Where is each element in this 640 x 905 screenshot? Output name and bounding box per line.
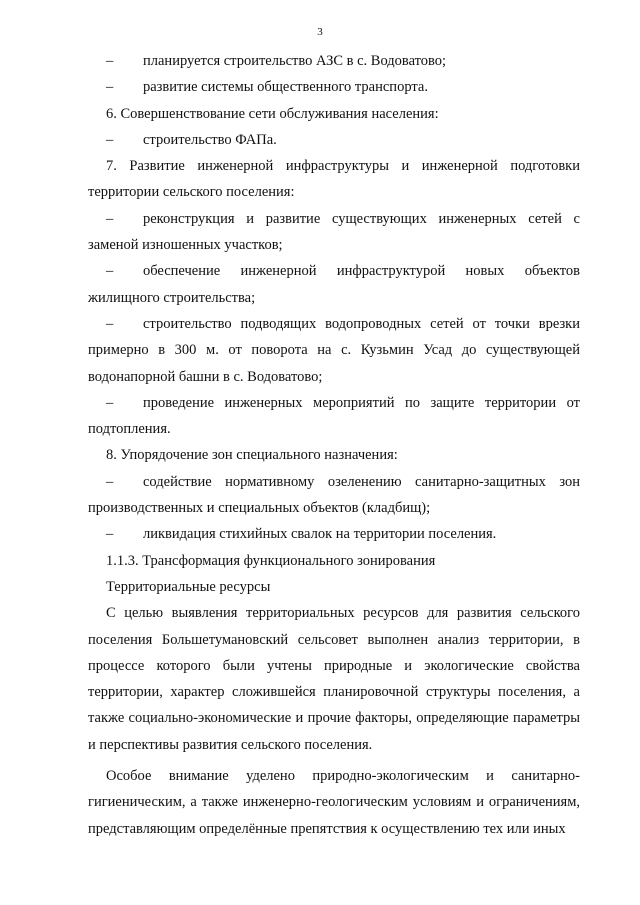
dash-marker: –: [106, 526, 114, 543]
section-heading: 7. Развитие инженерной инфраструктуры и инженерной подготовки территории сельского поселения:: [88, 158, 580, 201]
list-item: [88, 311, 580, 390]
list-item-text: развитие системы общественного транспорта.: [143, 79, 428, 96]
dash-marker: –: [106, 263, 114, 280]
section-heading: 6. Совершенствование сети обслуживания населения:: [106, 105, 439, 122]
list-item: [88, 258, 580, 311]
list-item-text: реконструкция и развитие существующих инженерных сетей с заменой изношенных участков;: [88, 210, 580, 254]
body-paragraph: С целью выявления территориальных ресурсов для развития сельского поселения Большетумановский сельсовет выполнен анализ территории, в процессе которого были учтены природные и экологические свойства территории, характер сложившейся планировочной структуры поселения, а также социально-экономические и прочие факторы, определяющие параметры и перспективы развития сельского поселения.: [88, 605, 580, 753]
list-item-text: строительство ФАПа.: [143, 131, 277, 148]
list-item-text: ликвидация стихийных свалок на территории поселения.: [143, 526, 497, 543]
list-item: [88, 74, 580, 100]
dash-marker: –: [106, 210, 114, 227]
list-item: [88, 469, 580, 522]
list-item: [88, 521, 580, 547]
list-item: [88, 127, 580, 153]
dash-marker: –: [106, 473, 114, 490]
body-paragraph: Особое внимание уделено природно-экологическим и санитарно-гигиеническим, а также инженерно-геологическим условиям и ограничениям, представляющим определённые препятствия к осуществлению тех или иных: [88, 768, 580, 837]
list-item-text: содействие нормативному озеленению санитарно-защитных зон производственных и специальных объектов (кладбищ);: [88, 473, 580, 517]
list-item-text: проведение инженерных мероприятий по защите территории от подтопления.: [88, 394, 580, 438]
document-body: [88, 48, 580, 842]
page-number: 3: [317, 26, 323, 38]
list-item-text: обеспечение инженерной инфраструктурой новых объектов жилищного строительства;: [88, 263, 580, 306]
list-item: [88, 206, 580, 259]
section-heading: 8. Упорядочение зон специального назначения:: [106, 447, 398, 464]
list-item: [88, 48, 580, 74]
subsection-subtitle: Территориальные ресурсы: [106, 578, 271, 595]
dash-marker: –: [106, 79, 114, 96]
dash-marker: –: [106, 53, 114, 69]
list-item: [88, 390, 580, 443]
subsection-title: 1.1.3. Трансформация функционального зонирования: [106, 552, 436, 569]
dash-marker: –: [106, 131, 114, 148]
dash-marker: –: [106, 394, 114, 411]
list-item-text: строительство подводящих водопроводных сетей от точки врезки примерно в 300 м. от поворота на с. Кузьмин Усад до существующей водонапорной башни в с. Водоватово;: [88, 315, 580, 385]
dash-marker: –: [106, 315, 114, 332]
list-item-text: планируется строительство АЗС в с. Водоватово;: [143, 53, 447, 69]
